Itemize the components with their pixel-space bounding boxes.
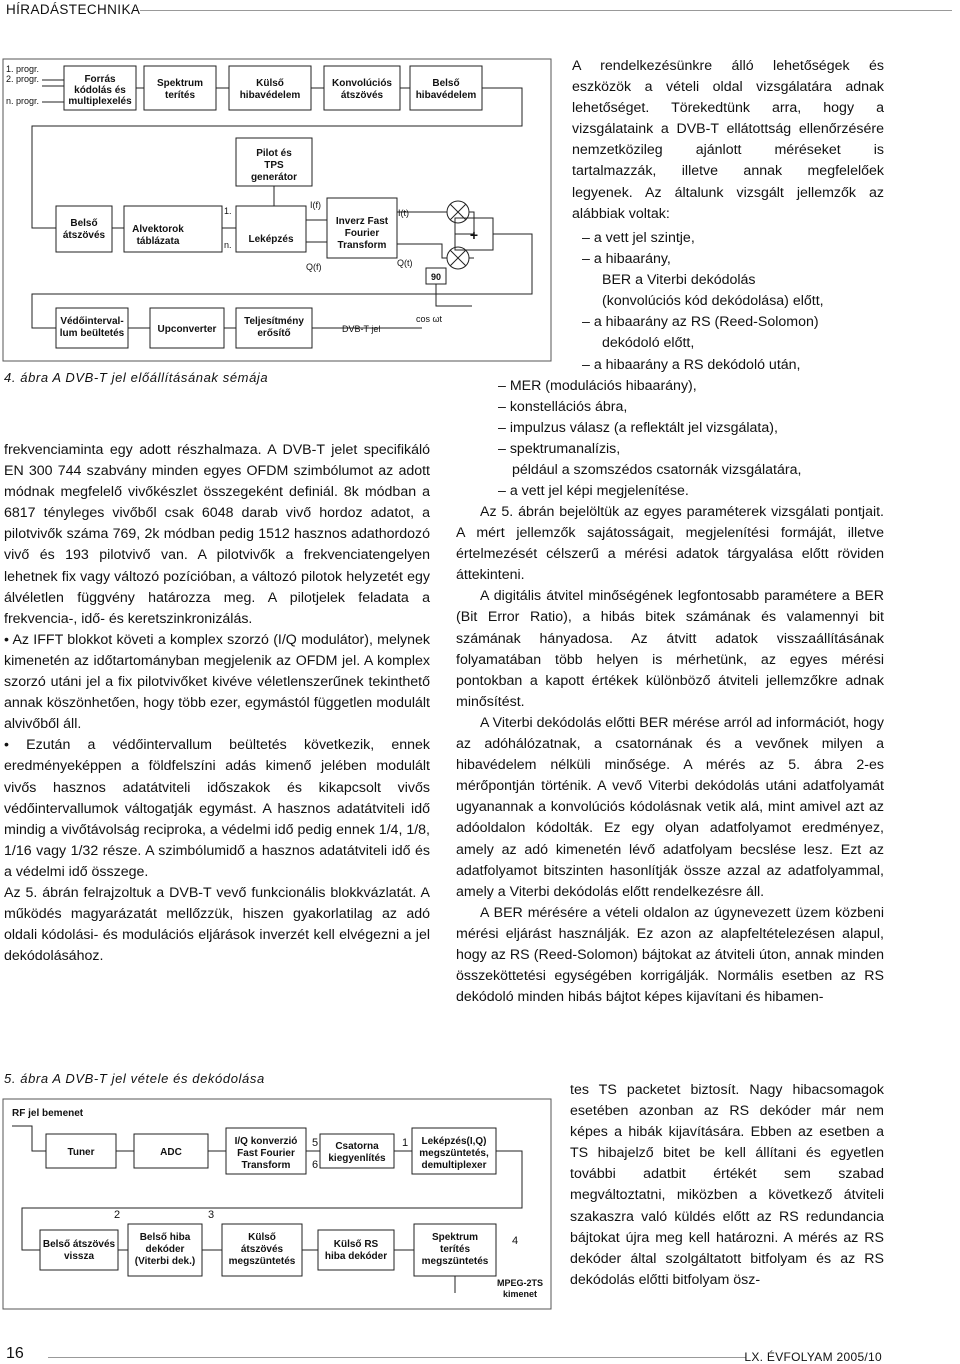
svg-text:TPS: TPS — [264, 160, 284, 171]
list-item: – a vett jel szintje, — [582, 230, 695, 246]
svg-text:terítés: terítés — [164, 90, 196, 101]
header-rule — [140, 10, 952, 11]
journal-title: HÍRADÁSTECHNIKA — [6, 2, 141, 17]
svg-text:Leképzés: Leképzés — [248, 234, 294, 245]
list-item: például a szomszédos csatornák vizsgálatára, — [512, 462, 802, 479]
svg-text:I(t): I(t) — [398, 208, 409, 218]
issue-label: LX. ÉVFOLYAM 2005/10 — [744, 1350, 882, 1364]
input-label-n: n. progr. — [6, 96, 40, 106]
svg-text:Transform: Transform — [241, 1160, 291, 1171]
svg-text:RF jel bemenet: RF jel bemenet — [12, 1108, 84, 1119]
right-paragraph-1: Az 5. ábrán bejelöltük az egyes paraméterek vizsgálati pontjait. A mért jellemzők sajátosságait, megjelenítési formáját, illetve értelmezését célszerű a mérési adatok tárgyalása előtt röviden áttekinteni. — [456, 504, 884, 584]
svg-text:1.: 1. — [224, 206, 232, 216]
svg-text:Inverz Fast: Inverz Fast — [335, 216, 389, 227]
left-paragraph-1: frekvenciaminta egy adott részhalmaza. A DVB-T jelet specifikáló EN 300 744 szabvány minden egyes OFDM szimbólumot az adott módnak megfelelő vivőkészlet összegeként definiál. 8k módban a 6817 tényleges vivőből csak 6048 darab vivő hordoz adatot, a pilotvivők száma 769, 2k módban pedig 1512 hasznos adathordozó vivő és 193 pilotvivő van. A pilotvivők a frekvenciatengelyen lehetnek fix vagy változó pozícióban, a változó pilotok helyzetét egy álvéletlen függvény határozza meg. A pilotjelek feladata a frekvencia-, idő- és keretszinkronizálás. — [4, 442, 430, 627]
right-intro-text: A rendelkezésünkre álló lehetőségek és eszközök a vételi oldal vizsgálatára adnak lehetőséget. Törekedtünk arra, hogy a vizsgálataink a DVB-T ellátottság ellenőrzésére nemzetközileg ajánlott méréseket is tartalmazzák, illetve annak megfelelőek legyenek. Az általunk vizsgált jellemzők az alábbiak voltak: — [572, 58, 884, 222]
svg-text:megszüntetés: megszüntetés — [421, 1256, 489, 1267]
left-paragraph-3: • Ezután a védőintervallum beültetés következik, ennek eredményeképpen a földfelszíni adás kimenő jelében modulált vivős hasznos adatátviteli időszakok és kikapcsolt vivős védőintervallumok váltogatják egymást. A hasznos adatátviteli idő mindig a vivőtávolság reciproka, a védelmi idő pedig ennek 1/4, 1/8, 1/16 vagy 1/32 része. A szimbólumidő a hasznos adatátviteli idő és a védelmi idő összege. — [4, 737, 430, 880]
left-paragraph-2: • Az IFFT blokkot követi a komplex szorzó (I/Q modulátor), melynek kimenetén az időtartományban megjelenik az OFDM jel. A komplex szorzó utáni jel a fix pilotvivőket kivéve véletlenszerűnek tekinthető annak köszönhetően, hogy több ezer, egymástól független modulált alvivőből áll. — [4, 631, 430, 733]
list-item: BER a Viterbi dekódolás — [602, 272, 756, 289]
list-item: dekódoló előtt, — [602, 335, 695, 352]
svg-text:megszüntetés: megszüntetés — [228, 1256, 296, 1267]
svg-text:hiba dekóder: hiba dekóder — [324, 1251, 388, 1262]
svg-text:Belső: Belső — [70, 218, 98, 229]
page-number: 16 — [6, 1345, 24, 1362]
right-intro — [572, 56, 884, 225]
footer-rule — [48, 1357, 746, 1358]
svg-text:MPEG-2TS: MPEG-2TS — [496, 1278, 544, 1288]
svg-text:Tuner: Tuner — [67, 1147, 95, 1158]
svg-text:Teljesítmény: Teljesítmény — [244, 316, 304, 327]
svg-text:generátor: generátor — [250, 172, 298, 183]
parameter-list — [456, 228, 886, 502]
list-item: – konstellációs ábra, — [498, 398, 628, 415]
svg-text:vissza: vissza — [63, 1251, 95, 1262]
svg-text:terítés: terítés — [439, 1244, 471, 1255]
figure5-caption: 5. ábra A DVB-T jel vétele és dekódolása — [4, 1071, 265, 1086]
right-bottom — [570, 1080, 884, 1291]
list-item: – a hibaarány, — [582, 251, 671, 268]
inner-interleave-block — [56, 206, 112, 252]
svg-text:Alvektorok: Alvektorok — [132, 224, 184, 235]
list-item: – a hibaarány a RS dekódoló után, — [582, 356, 801, 373]
svg-text:átszövés: átszövés — [62, 230, 106, 241]
svg-text:multiplexelés: multiplexelés — [68, 96, 132, 107]
svg-text:Spektrum: Spektrum — [431, 1232, 479, 1243]
measure-point-5: 5 — [312, 1137, 319, 1149]
svg-text:90: 90 — [430, 272, 442, 282]
svg-text:Védőinterval-: Védőinterval- — [60, 316, 124, 327]
svg-text:ADC: ADC — [160, 1147, 182, 1158]
svg-text:hibavédelem: hibavédelem — [415, 90, 477, 101]
svg-text:Q(t): Q(t) — [397, 258, 413, 268]
measure-point-6: 6 — [312, 1159, 319, 1171]
svg-text:megszüntetés,: megszüntetés, — [419, 1148, 489, 1159]
svg-text:erősítő: erősítő — [257, 328, 291, 339]
svg-text:átszövés: átszövés — [340, 90, 384, 101]
svg-text:DVB-T jel: DVB-T jel — [342, 324, 381, 334]
svg-text:cos ωt: cos ωt — [416, 314, 443, 324]
figure4-caption: 4. ábra A DVB-T jel előállításának sémája — [4, 370, 269, 385]
list-item: – MER (modulációs hibaarány), — [498, 377, 697, 394]
svg-text:Transform: Transform — [337, 240, 387, 251]
svg-text:kimenet: kimenet — [502, 1289, 538, 1299]
svg-text:hibavédelem: hibavédelem — [239, 90, 301, 101]
svg-text:táblázata: táblázata — [136, 236, 180, 247]
left-column — [4, 440, 430, 967]
svg-text:Forrás: Forrás — [84, 74, 116, 85]
svg-text:I(f): I(f) — [310, 200, 321, 210]
list-item: – impulzus válasz (a reflektált jel vizsgálata), — [498, 419, 778, 436]
right-paragraph-4b: tes TS packetet biztosít. Nagy hibacsomagok esetében azonban az RS dekóder már nem képes a hibák kijavítására. Ebben az esetben a TS hibajelző bitet be kell állítani és egyetlen további adatbit értékét sem szabad megváltoztatni, miközben a következő átviteli szakaszra való küldés előtt az RS redundancia bájtokat újra meg kell határozni. A mérés az RS dekóder által szolgáltatott bitfolyam és az RS dekódolás előtti bitfolyam ösz- — [570, 1082, 884, 1288]
svg-text:Spektrum: Spektrum — [156, 78, 204, 89]
measure-point-1: 1 — [402, 1137, 409, 1149]
svg-text:kiegyenlítés: kiegyenlítés — [328, 1153, 386, 1164]
measure-point-3: 3 — [208, 1209, 215, 1221]
svg-text:dekóder: dekóder — [145, 1244, 185, 1255]
list-item: – a vett jel képi megjelenítése. — [498, 483, 689, 500]
svg-text:lum beültetés: lum beültetés — [59, 328, 125, 339]
mapping-block — [236, 206, 306, 252]
measure-point-4: 4 — [512, 1235, 519, 1247]
svg-text:Külső: Külső — [248, 1232, 276, 1243]
right-paragraph-4a: A BER mérésére a vételi oldalon az úgynevezett üzem közbeni mérési eljárást használják. Ez azon az alapfeltételezésen alapul, hogy az RS (Reed-Solomon) bájtokat az átviteli úton, annak minden összeköttetési egységében korrigálják. Normális esetben az RS dekódoló minden hibás bájtot képes kijavítani és hibamen- — [456, 904, 884, 1006]
svg-text:Pilot és: Pilot és — [256, 148, 292, 159]
svg-text:Külső RS: Külső RS — [333, 1239, 379, 1250]
svg-text:Leképzés(I,Q): Leképzés(I,Q) — [421, 1136, 487, 1147]
list-item: – a hibaarány az RS (Reed-Solomon) — [582, 314, 819, 331]
left-paragraph-4: Az 5. ábrán felrajzoltuk a DVB-T vevő funkcionális blokkvázlatát. A működés magyarázatát mellőzzük, hiszen gyakorlatilag az adó oldali kódolási- és modulációs eljárások inverzét kell elvégezni a jel dekódolásához. — [4, 884, 430, 965]
svg-text:Upconverter: Upconverter — [157, 324, 217, 335]
svg-text:n.: n. — [224, 240, 232, 250]
list-item: (konvolúciós kód dekódolása) előtt, — [602, 293, 824, 310]
deinterleave-block — [40, 1230, 118, 1270]
list-item: – spektrumanalízis, — [498, 440, 621, 457]
svg-text:kódolás és: kódolás és — [74, 85, 126, 96]
svg-text:Belső: Belső — [432, 78, 460, 89]
right-paragraph-3: A Viterbi dekódolás előtti BER mérése arról ad információt, hogy az adóhálózatnak, a csatornának és a vevőnek milyen a hibavédelem nélküli minősége. A mérés az 5. ábra 2-es mérőpontján történik. A vevő Viterbi dekódolás utáni adatfolyamát ugyanannak a konvolúciós kódolásnak vetik alá, mint amivel azt az adóoldalon kódolták. Ez egy olyan adatfolyamot eredményez, amely az adó kimenetén lévő adatfolyam becslése lesz. Ezt az adatfolyamot bitszinten hasonlítják össze azzal az adatfolyammal, amely a Viterbi dekódolás előtt rendelkezésre áll. — [456, 714, 884, 900]
measure-point-2: 2 — [114, 1209, 121, 1221]
svg-text:Q(f): Q(f) — [306, 262, 322, 272]
svg-text:Csatorna: Csatorna — [335, 1141, 379, 1152]
svg-text:Belső átszövés: Belső átszövés — [42, 1239, 116, 1250]
svg-text:Fourier: Fourier — [344, 228, 380, 239]
svg-text:Belső hiba: Belső hiba — [139, 1232, 191, 1243]
svg-text:+: + — [469, 227, 479, 243]
svg-text:Külső: Külső — [256, 78, 284, 89]
input-label-2: 2. progr. — [6, 74, 40, 84]
input-label-1: 1. progr. — [6, 64, 40, 74]
svg-text:I/Q konverzió: I/Q konverzió — [234, 1136, 298, 1147]
right-body — [456, 502, 884, 1008]
svg-text:átszövés: átszövés — [240, 1244, 284, 1255]
svg-text:Konvolúciós: Konvolúciós — [331, 78, 393, 89]
figure5-diagram — [2, 1098, 552, 1310]
svg-text:(Viterbi dek.): (Viterbi dek.) — [134, 1256, 196, 1267]
right-paragraph-2: A digitális átvitel minőségének legfontosabb paramétere a BER (Bit Error Ratio), a hibás bitek számának és valamennyi bit számának hányadosa. Az átvitt adatok visszaállításának folyamatában több helyen is mérhetünk, az egyes mérési pontokban a kapott értékek különböző átviteli jellemzőkre adnak minősítést. — [456, 588, 884, 710]
svg-text:Fast Fourier: Fast Fourier — [237, 1148, 295, 1159]
svg-text:demultiplexer: demultiplexer — [421, 1160, 487, 1171]
rs-decoder-block — [318, 1230, 394, 1270]
